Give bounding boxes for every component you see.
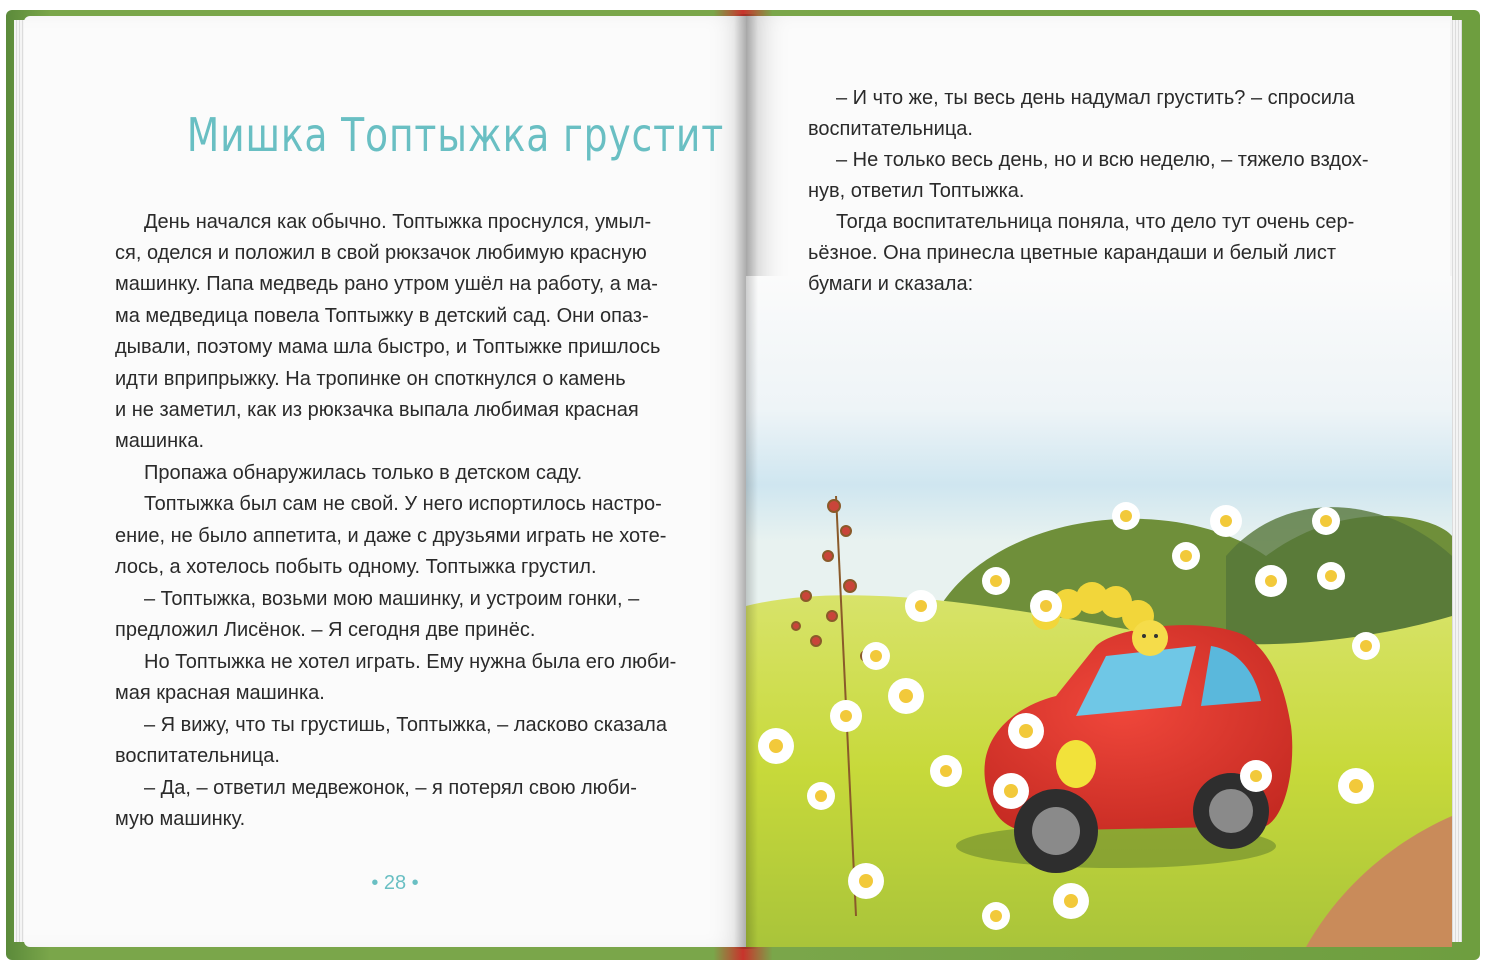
text-line: ма медведица повела Топтыжку в детский сад. Они опаз-	[115, 305, 649, 327]
text-line: идти вприпрыжку. На тропинке он споткнулся о камень	[115, 368, 626, 390]
text-line: Пропажа обнаружилась только в детском саду.	[144, 462, 583, 484]
text-line: День начался как обычно. Топтыжка проснулся, умыл-	[144, 211, 652, 233]
chapter-title: Мишка Топтыжка грустит	[186, 108, 724, 162]
text-line: – Да, – ответил медвежонок, – я потерял свою люби-	[144, 777, 637, 799]
text-line: дывали, поэтому мама шла быстро, и Топтыжке пришлось	[115, 336, 661, 358]
text-line: ся, оделся и положил в свой рюкзачок любимую красную	[115, 242, 647, 264]
text-line: воспитательница.	[115, 745, 280, 767]
text-line: лось, а хотелось побыть одному. Топтыжка грустил.	[115, 556, 597, 578]
text-line: – Не только весь день, но и всю неделю, – тяжело вздох-	[836, 149, 1369, 171]
text-line: Топтыжка был сам не свой. У него испортилось настро-	[144, 493, 662, 515]
text-line: машинку. Папа медведь рано утром ушёл на работу, а ма-	[115, 273, 658, 295]
text-line: Но Топтыжка не хотел играть. Ему нужна была его люби-	[144, 651, 677, 673]
book-spine	[734, 14, 758, 949]
text-line: ение, не было аппетита, и даже с друзьями играть не хоте-	[115, 525, 667, 547]
page-number: • 28 •	[371, 872, 419, 894]
text-line: – И что же, ты весь день надумал грустить? – спросила	[836, 87, 1355, 109]
text-line: и не заметил, как из рюкзачка выпала любимая красная	[115, 399, 639, 421]
text-line: бумаги и сказала:	[808, 273, 974, 295]
text-line: – Я вижу, что ты грустишь, Топтыжка, – ласково сказала	[144, 714, 667, 736]
text-line: ьёзное. Она принесла цветные карандаши и белый лист	[808, 242, 1336, 264]
text-line: машинка.	[115, 430, 205, 452]
text-line: воспитательница.	[808, 118, 973, 140]
text-line: – Топтыжка, возьми мою машинку, и устроим гонки, –	[144, 588, 640, 610]
text-line: нув, ответил Топтыжка.	[808, 180, 1025, 202]
text-line: мую машинку.	[115, 808, 246, 830]
text-line: Тогда воспитательница поняла, что дело тут очень сер-	[836, 211, 1355, 233]
text-line: мая красная машинка.	[115, 682, 325, 704]
text-line: предложил Лисёнок. – Я сегодня две принёс.	[115, 619, 536, 641]
